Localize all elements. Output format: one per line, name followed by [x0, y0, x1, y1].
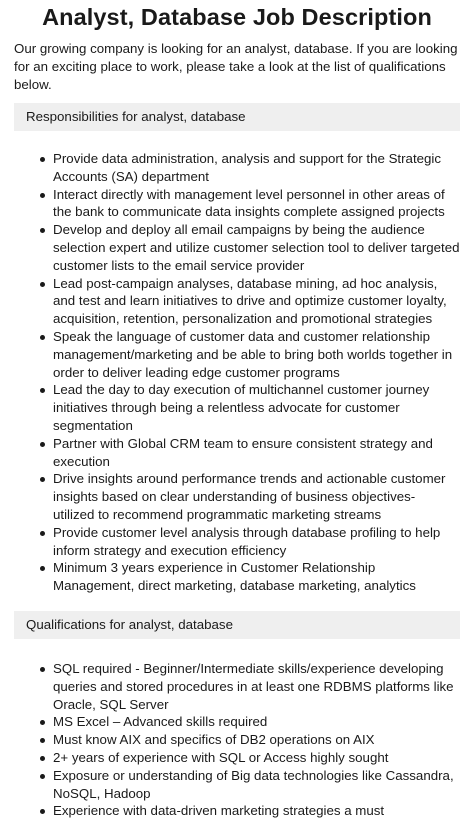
list-item-text: MS Excel – Advanced skills required [53, 714, 268, 730]
qualifications-list [14, 660, 460, 820]
list-item-text: Provide data administration, analysis and support for the Strategic Accounts (SA) department [53, 151, 442, 184]
list-item [40, 150, 460, 186]
bullet-icon [40, 720, 45, 725]
bullet-icon [40, 335, 45, 340]
list-item [40, 381, 460, 434]
list-item [40, 328, 460, 381]
list-item [40, 186, 460, 222]
bullet-icon [40, 531, 45, 536]
bullet-icon [40, 809, 45, 814]
list-item [40, 435, 460, 471]
list-item-text: Minimum 3 years experience in Customer Relationship Management, direct marketing, database marketing, analytics [53, 560, 416, 594]
list-item-text: Must know AIX and specifics of DB2 operations on AIX [53, 732, 375, 748]
list-item [40, 221, 460, 274]
list-item-text: Lead the day to day execution of multichannel customer journey initiatives through being a relentless advocate for customer segmentation [53, 382, 430, 433]
list-item [40, 275, 460, 328]
bullet-icon [40, 282, 45, 287]
list-item [40, 713, 460, 731]
list-item [40, 660, 460, 713]
list-item [40, 731, 460, 749]
list-item-text: Partner with Global CRM team to ensure consistent strategy and execution [53, 435, 433, 469]
bullet-icon [40, 756, 45, 761]
bullet-icon [40, 566, 45, 571]
bullet-icon [40, 477, 45, 482]
list-item [40, 749, 460, 767]
list-item-text: 2+ years of experience with SQL or Access highly sought [53, 749, 389, 765]
list-item-text: Lead post-campaign analyses, database mining, ad hoc analysis, and test and learn initiatives to drive and optimize customer loyalty, acquisition, retention, personalization and promotional strategies [53, 275, 447, 327]
page-title: Analyst, Database Job Description [42, 4, 432, 30]
bullet-icon [40, 157, 45, 162]
list-item-text: Speak the language of customer data and customer relationship management/marketing and be able to bring both worlds together in order to deliver leading edge customer programs [53, 328, 453, 380]
list-item-text: Interact directly with management level personnel in other areas of the bank to communicate data insights complete assigned projects [53, 186, 445, 220]
bullet-icon [40, 228, 45, 233]
list-item-text: Drive insights around performance trends and actionable customer insights based on clear understanding of business objectives- utilized to recommend programmatic marketing streams [53, 471, 446, 522]
bullet-icon [40, 738, 45, 743]
list-item-text: Experience with data-driven marketing strategies a must [53, 803, 385, 819]
list-item-text: Develop and deploy all email campaigns by being the audience selection expert and utilize customer selection tool to deliver targeted customer lists to the email service provider [53, 222, 460, 273]
responsibilities-heading: Responsibilities for analyst, database [14, 103, 460, 131]
bullet-icon [40, 442, 45, 447]
list-item-text: SQL required - Beginner/Intermediate skills/experience developing queries and stored procedures in at least one RDBMS platforms like Oracle, SQL Server [53, 660, 454, 712]
list-item [40, 470, 460, 523]
bullet-icon [40, 388, 45, 393]
bullet-icon [40, 774, 45, 779]
responsibilities-list [14, 150, 460, 595]
list-item [40, 802, 460, 820]
list-item-text: Exposure or understanding of Big data technologies like Cassandra, NoSQL, Hadoop [53, 767, 454, 801]
list-item [40, 524, 460, 560]
intro-paragraph: Our growing company is looking for an analyst, database. If you are looking for an exciting place to work, please take a look at the list of qualifications below. [14, 41, 458, 92]
list-item [40, 559, 460, 595]
bullet-icon [40, 667, 45, 672]
qualifications-heading: Qualifications for analyst, database [14, 611, 460, 639]
list-item [40, 767, 460, 803]
bullet-icon [40, 193, 45, 198]
list-item-text: Provide customer level analysis through database profiling to help inform strategy and execution efficiency [53, 524, 441, 558]
